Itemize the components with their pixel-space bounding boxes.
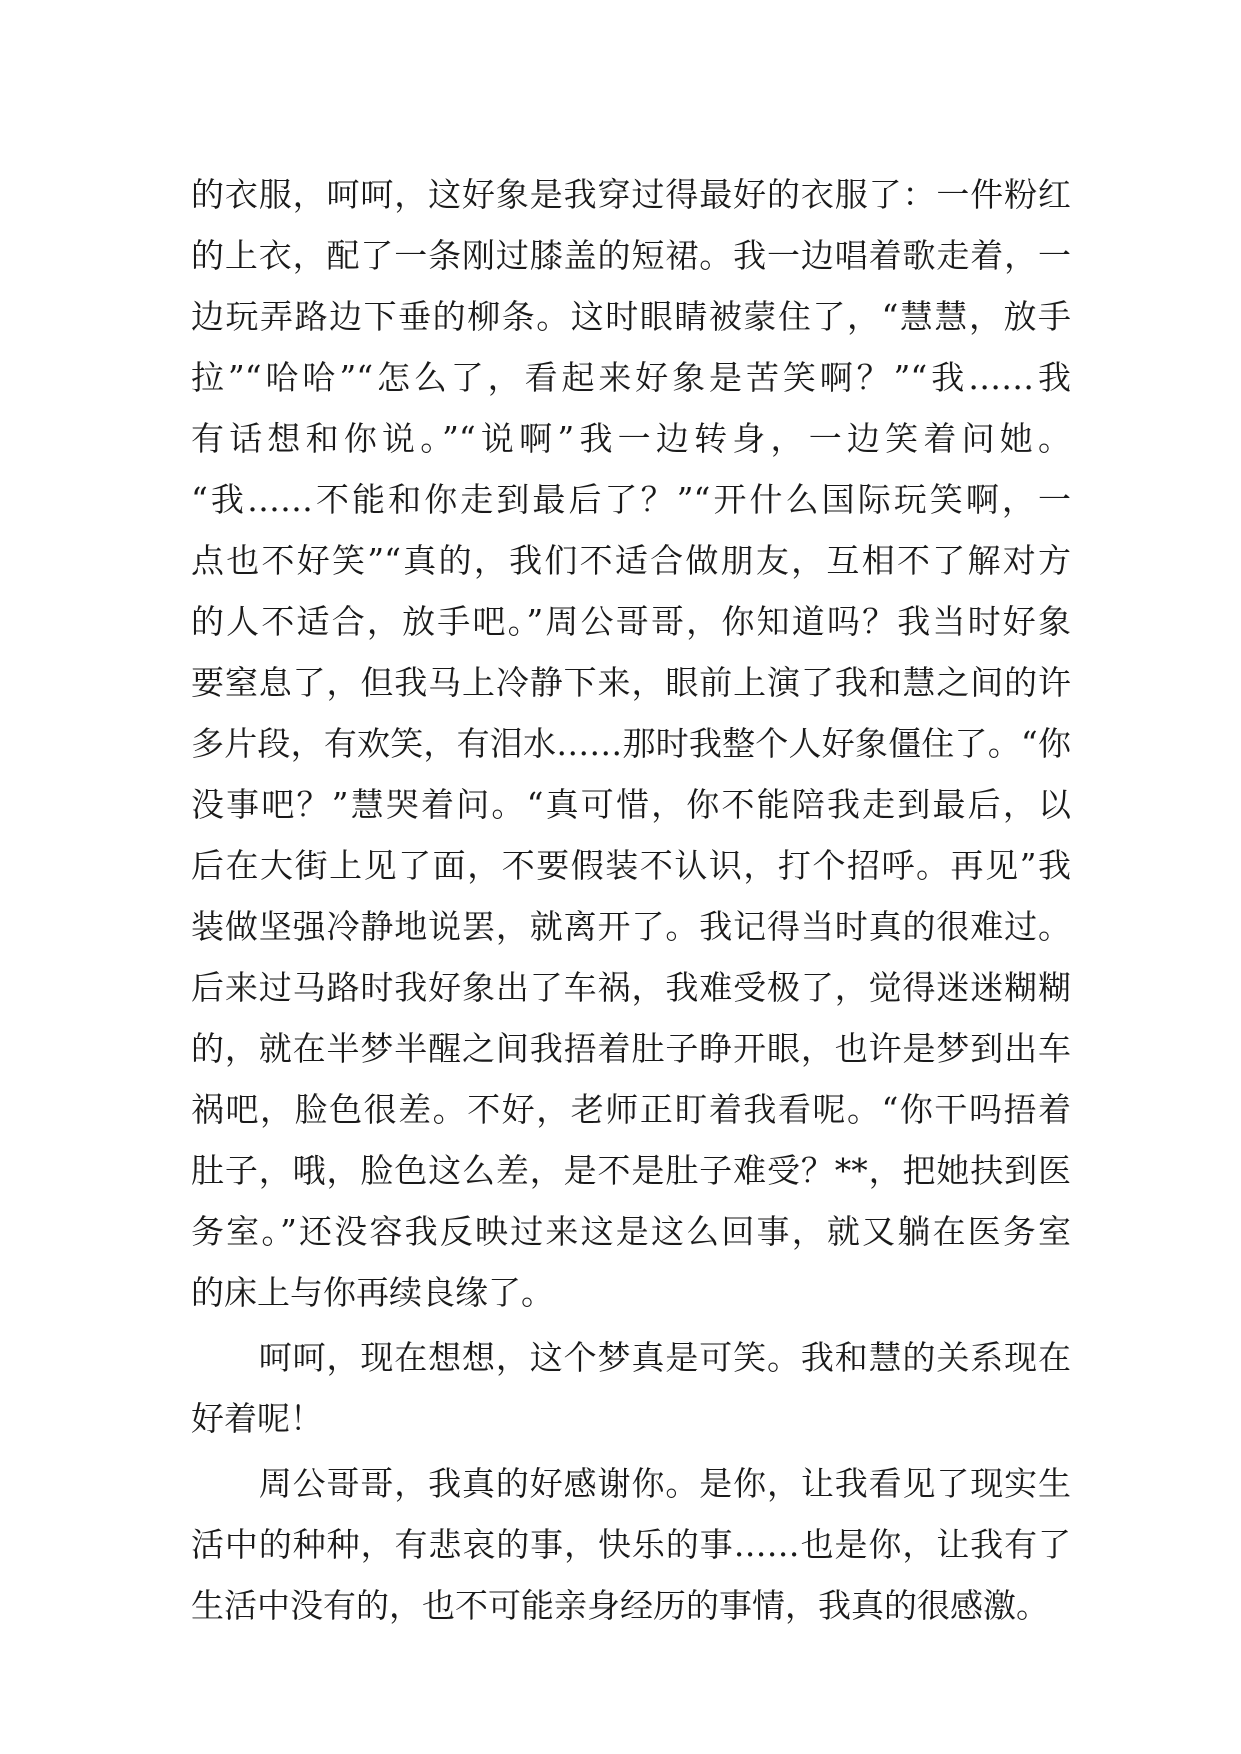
text-line: 装做坚强冷静地说罢，就离开了。我记得当时真的很难过。 <box>191 907 1071 946</box>
text-line: 有话想和你说。”“说啊”我一边转身，一边笑着问她。 <box>191 419 1071 458</box>
text-line: 活中的种种，有悲哀的事，快乐的事……也是你，让我有了 <box>191 1525 1071 1564</box>
text-line: 边玩弄路边下垂的柳条。这时眼睛被蒙住了，“慧慧，放手 <box>191 297 1071 336</box>
text-line: 的床上与你再续良缘了。 <box>191 1273 554 1312</box>
text-line: 多片段，有欢笑，有泪水……那时我整个人好象僵住了。“你 <box>191 724 1071 763</box>
paragraph <box>191 1453 1071 1636</box>
text-line: 后在大街上见了面，不要假装不认识，打个招呼。再见”我 <box>191 846 1071 885</box>
text-line: 生活中没有的，也不可能亲身经历的事情，我真的很感激。 <box>191 1586 1049 1625</box>
text-line: 肚子，哦，脸色这么差，是不是肚子难受？**，把她扶到医 <box>191 1151 1071 1190</box>
text-line: 的衣服，呵呵，这好象是我穿过得最好的衣服了：一件粉红 <box>191 175 1071 214</box>
text-line: 周公哥哥，我真的好感谢你。是你，让我看见了现实生 <box>191 1464 1071 1503</box>
paragraph <box>191 1327 1071 1449</box>
text-line: 拉”“哈哈”“怎么了，看起来好象是苦笑啊？”“我……我 <box>191 358 1071 397</box>
text-line: 的，就在半梦半醒之间我捂着肚子睁开眼，也许是梦到出车 <box>191 1029 1071 1068</box>
body-text <box>191 164 1071 1636</box>
text-line: 要窒息了，但我马上冷静下来，眼前上演了我和慧之间的许 <box>191 663 1071 702</box>
text-line: 祸吧，脸色很差。不好，老师正盯着我看呢。“你干吗捂着 <box>191 1090 1071 1129</box>
text-line: “我……不能和你走到最后了？”“开什么国际玩笑啊，一 <box>191 480 1071 519</box>
text-line: 的人不适合，放手吧。”周公哥哥，你知道吗？我当时好象 <box>191 602 1071 641</box>
text-line: 好着呢！ <box>191 1399 323 1438</box>
text-line: 务室。”还没容我反映过来这是这么回事，就又躺在医务室 <box>191 1212 1071 1251</box>
text-line: 没事吧？”慧哭着问。“真可惜，你不能陪我走到最后，以 <box>191 785 1071 824</box>
text-line: 呵呵，现在想想，这个梦真是可笑。我和慧的关系现在 <box>191 1338 1071 1377</box>
text-line: 的上衣，配了一条刚过膝盖的短裙。我一边唱着歌走着，一 <box>191 236 1071 275</box>
text-line: 点也不好笑”“真的，我们不适合做朋友，互相不了解对方 <box>191 541 1071 580</box>
text-line: 后来过马路时我好象出了车祸，我难受极了，觉得迷迷糊糊 <box>191 968 1071 1007</box>
paragraph <box>191 164 1071 1323</box>
